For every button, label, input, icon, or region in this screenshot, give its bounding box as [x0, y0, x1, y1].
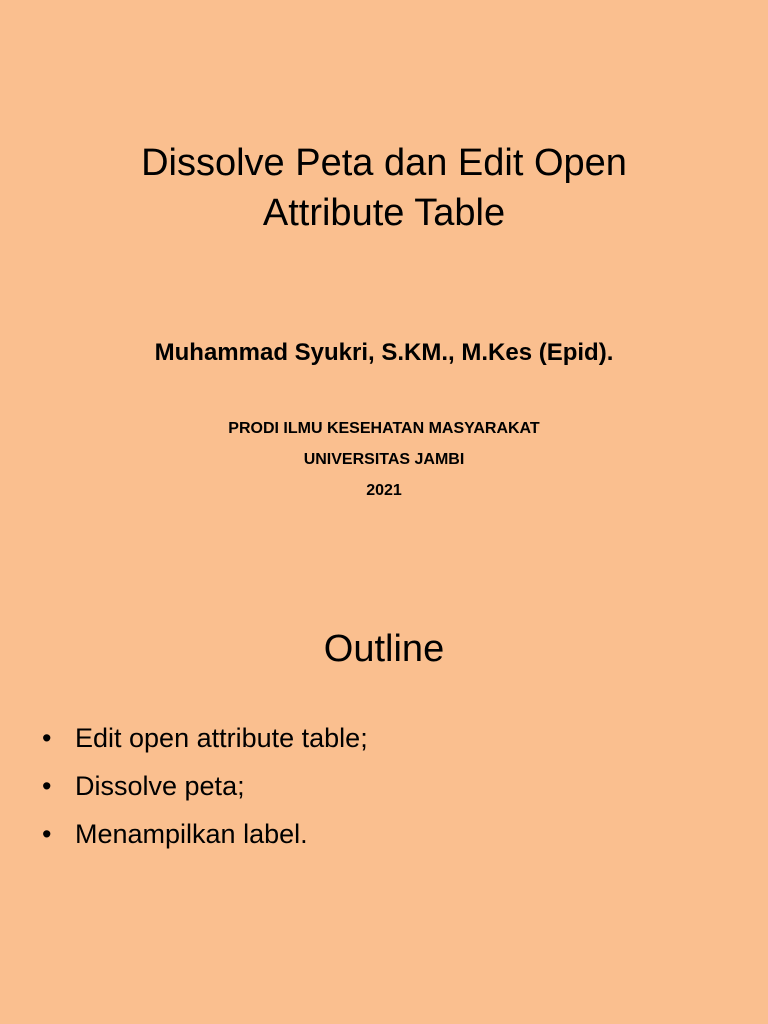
outline-item	[42, 714, 722, 762]
outline-item-text: Dissolve peta;	[75, 771, 245, 801]
outline-item	[42, 762, 722, 810]
slide-title-line-1: Dissolve Peta dan Edit Open	[141, 142, 627, 184]
affiliation-program: PRODI ILMU KESEHATAN MASYARAKAT	[228, 420, 540, 437]
affiliation-year: 2021	[366, 482, 402, 499]
slide-title-line-2: Attribute Table	[262, 192, 506, 234]
bullet-icon: •	[42, 819, 52, 849]
slide-title	[60, 138, 708, 238]
outline-list	[42, 714, 722, 858]
affiliation-block	[60, 413, 708, 506]
outline-slide	[0, 576, 768, 1024]
outline-item-text: Edit open attribute table;	[75, 723, 368, 753]
author-name: Muhammad Syukri, S.KM., M.Kes (Epid).	[154, 339, 614, 366]
outline-item	[42, 810, 722, 858]
bullet-icon: •	[42, 723, 52, 753]
affiliation-university: UNIVERSITAS JAMBI	[303, 451, 465, 468]
bullet-icon: •	[42, 771, 52, 801]
outline-item-text: Menampilkan label.	[75, 819, 308, 849]
outline-title: Outline	[323, 628, 445, 670]
